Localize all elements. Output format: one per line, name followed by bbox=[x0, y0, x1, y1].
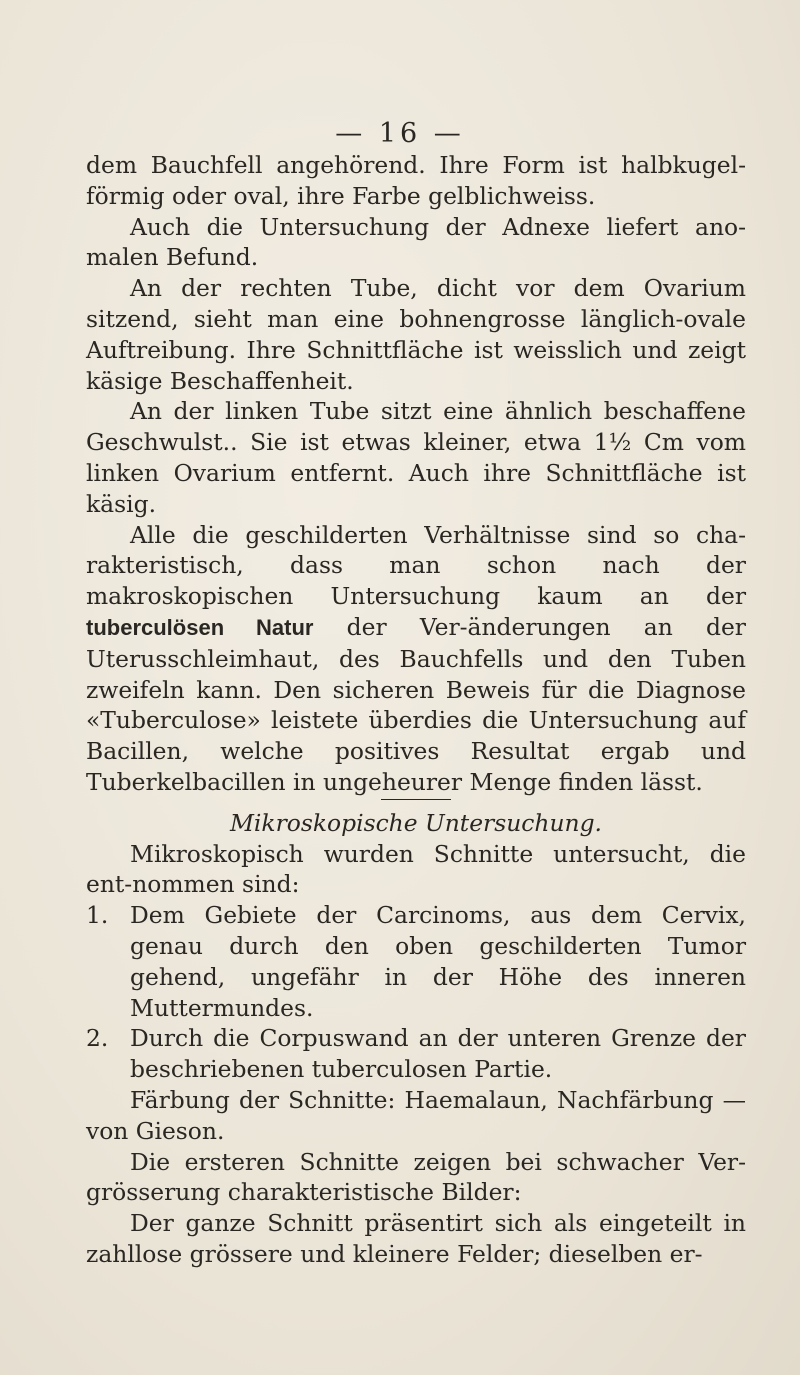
paragraph-7: Färbung der Schnitte: Haemalaun, Nachfärbung — von Gieson. bbox=[86, 1085, 746, 1145]
list-item-2 bbox=[86, 1023, 746, 1085]
section-divider bbox=[381, 799, 451, 800]
paragraph-6: Mikroskopisch wurden Schnitte untersucht, die ent-nommen sind: bbox=[86, 839, 746, 899]
paragraph-2: Auch die Untersuchung der Adnexe liefert ano-malen Befund. bbox=[86, 212, 746, 272]
paragraph-9: Der ganze Schnitt präsentirt sich als eingeteilt in zahllose grössere und kleinere Felder; dieselben er- bbox=[86, 1209, 746, 1268]
body-text bbox=[86, 150, 746, 1270]
list-item-2-number: 2. bbox=[86, 1024, 109, 1053]
paragraph-5 bbox=[86, 520, 746, 798]
paragraph-3: An der rechten Tube, dicht vor dem Ovarium sitzend, sieht man eine bohnengrosse länglich-ovale Auftreibung. Ihre Schnittfläche ist weisslich und zeigt käsige Beschaffenheit. bbox=[86, 274, 746, 395]
paragraph-1: dem Bauchfell angehörend. Ihre Form ist halbkugel-förmig oder oval, ihre Farbe gelblichweiss. bbox=[86, 151, 746, 210]
paragraph-5-end: der Ver-änderungen an der Uterusschleimhaut, des Bauchfells und den Tuben zweifeln kann. Den sicheren Beweis für die Diagnose «Tuberculose» leistete überdies die Untersuchung auf Bacillen, welche positives Resultat ergab und Tuberkelbacillen in ungeheurer Menge finden lässt. bbox=[86, 612, 746, 796]
paragraph-5-start: Alle die geschilderten Verhältnisse sind so cha-rakteristisch, dass man schon nach der makroskopischen Untersuchung kaum an der bbox=[86, 520, 746, 611]
emphasized-phrase: tuberculösen Natur bbox=[86, 614, 314, 640]
page-number: — 16 — bbox=[335, 118, 465, 149]
paragraph-8: Die ersteren Schnitte zeigen bei schwacher Ver-grösserung charakteristische Bilder: bbox=[86, 1147, 746, 1207]
list-item-2-text: Durch die Corpuswand an der unteren Grenze der beschriebenen tuberculosen Partie. bbox=[130, 1024, 746, 1084]
paragraph-4: An der linken Tube sitzt eine ähnlich beschaffene Geschwulst.. Sie ist etwas kleiner, etwa 1½ Cm vom linken Ovarium entfernt. Auch ihre Schnittfläche ist käsig. bbox=[86, 397, 746, 518]
list-item-1-text: Dem Gebiete der Carcinoms, aus dem Cervix, genau durch den oben geschilderten Tumor gehend, ungefähr in der Höhe des inneren Muttermundes. bbox=[130, 901, 746, 1022]
list-item-1 bbox=[86, 900, 746, 1023]
list-item-1-number: 1. bbox=[86, 901, 109, 930]
section-heading: Mikroskopische Untersuchung. bbox=[229, 808, 602, 837]
